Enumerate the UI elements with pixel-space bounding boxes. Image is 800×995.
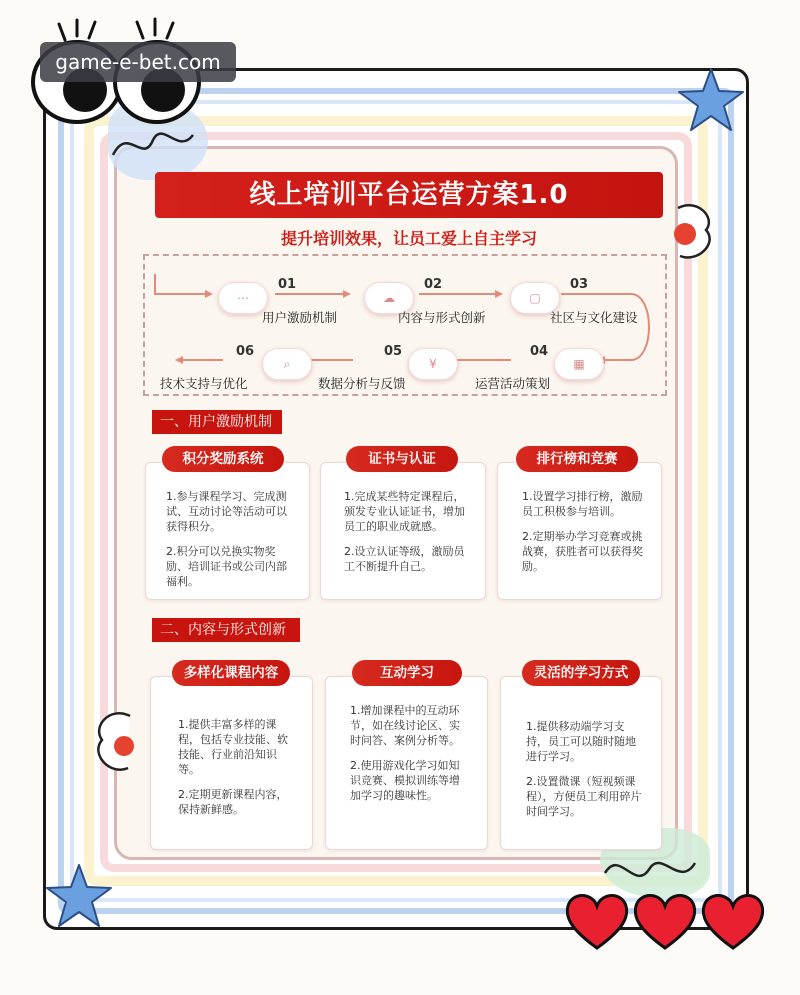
watermark-label: game-e-bet.com	[40, 42, 236, 82]
card-title: 多样化课程内容	[172, 660, 290, 686]
star-icon	[676, 66, 746, 136]
card-point: 1.参与课程学习、完成测试、互动讨论等活动可以获得积分。	[166, 490, 287, 533]
step-label: 用户激励机制	[262, 310, 338, 325]
cheek-doodle-icon	[668, 198, 718, 268]
page-title: 线上培训平台运营方案1.0	[155, 172, 663, 218]
cheek-doodle-icon	[90, 706, 140, 781]
step-number: 04	[530, 344, 549, 359]
section-heading: 二、内容与形式创新	[152, 618, 300, 642]
card-point: 2.积分可以兑换实物奖励、培训证书或公司内部福利。	[166, 545, 287, 588]
card-body	[526, 719, 642, 829]
step-label: 技术支持与优化	[160, 376, 248, 391]
card-body	[166, 489, 296, 599]
step-number: 02	[424, 277, 443, 292]
card-point: 2.设立认证等级，激励员工不断提升自己。	[344, 545, 465, 573]
calendar-icon: ▦	[554, 348, 604, 380]
section-heading: 一、用户激励机制	[152, 410, 282, 434]
step-label: 运营活动策划	[475, 376, 551, 391]
card-title: 排行榜和竞赛	[516, 446, 638, 472]
card-body	[178, 717, 290, 827]
card-title: 互动学习	[352, 660, 462, 686]
squiggle-decoration	[108, 120, 198, 170]
card-point: 1.完成某些特定课程后，颁发专业认证证书，增加员工的职业成就感。	[344, 490, 465, 533]
card-body	[344, 489, 468, 584]
message-icon: ▢	[510, 282, 560, 314]
card-body	[522, 489, 646, 584]
card-title: 灵活的学习方式	[522, 660, 640, 686]
cloud-icon: ☁	[364, 282, 414, 314]
chat-icon: ⋯	[218, 282, 268, 314]
card-point: 2.设置微课（短视频课程），方便员工利用碎片时间学习。	[526, 775, 642, 818]
heart-icon	[698, 890, 768, 952]
step-number: 06	[236, 344, 255, 359]
step-label: 社区与文化建设	[550, 310, 638, 325]
coin-icon: ¥	[408, 348, 458, 380]
card-point: 1.增加课程中的互动环节，如在线讨论区、实时问答、案例分析等。	[350, 704, 460, 747]
card-point: 1.设置学习排行榜，激励员工积极参与培训。	[522, 490, 643, 518]
step-number: 01	[278, 277, 297, 292]
step-number: 03	[570, 277, 589, 292]
card-point: 1.提供丰富多样的课程，包括专业技能、软技能、行业前沿知识等。	[178, 718, 288, 776]
card-title: 积分奖励系统	[162, 446, 284, 472]
step-label: 内容与形式创新	[398, 310, 486, 325]
page-subtitle: 提升培训效果，让员工爱上自主学习	[280, 229, 537, 248]
heart-icon	[630, 890, 700, 952]
step-number: 05	[384, 344, 403, 359]
card-point: 1.提供移动端学习支持，员工可以随时随地进行学习。	[526, 720, 636, 763]
card-point: 2.定期举办学习竞赛或挑战赛，获胜者可以获得奖励。	[522, 530, 643, 573]
card-title: 证书与认证	[346, 446, 458, 472]
card-point: 2.定期更新课程内容，保持新鲜感。	[178, 788, 288, 816]
card-point: 2.使用游戏化学习如知识竞赛、模拟训练等增加学习的趣味性。	[350, 759, 460, 802]
search-icon: ⌕	[262, 348, 312, 380]
step-label: 数据分析与反馈	[318, 376, 406, 391]
heart-icon	[562, 890, 632, 952]
star-icon	[44, 862, 114, 932]
card-body	[350, 703, 468, 813]
